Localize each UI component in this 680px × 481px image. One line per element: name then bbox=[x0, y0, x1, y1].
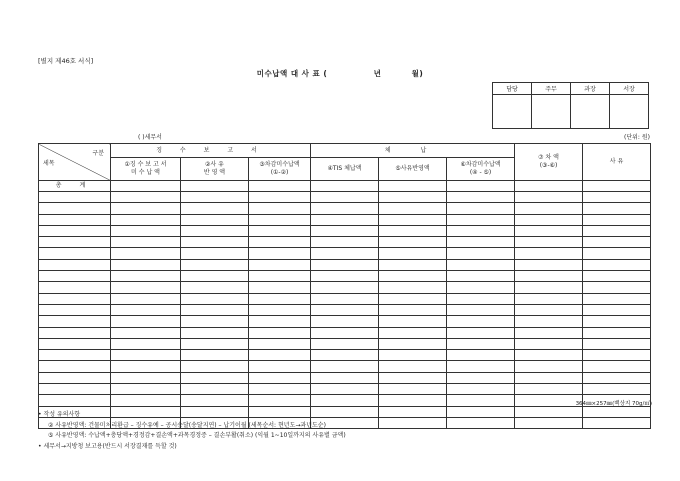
signature-cell[interactable] bbox=[610, 95, 649, 129]
table-cell[interactable] bbox=[311, 316, 379, 327]
table-cell[interactable] bbox=[515, 203, 583, 214]
table-cell[interactable] bbox=[583, 417, 651, 428]
table-cell[interactable] bbox=[447, 259, 515, 270]
table-cell[interactable] bbox=[583, 282, 651, 293]
table-row bbox=[39, 192, 651, 203]
table-cell[interactable] bbox=[311, 293, 379, 304]
table-cell[interactable] bbox=[249, 384, 311, 395]
title-month: 월) bbox=[411, 69, 424, 78]
table-cell[interactable] bbox=[111, 237, 181, 248]
table-cell[interactable] bbox=[583, 304, 651, 315]
table-cell[interactable] bbox=[249, 225, 311, 236]
table-cell[interactable] bbox=[39, 214, 111, 225]
table-row bbox=[39, 271, 651, 282]
table-cell[interactable] bbox=[111, 271, 181, 282]
table-cell[interactable] bbox=[311, 237, 379, 248]
total-row bbox=[39, 181, 651, 192]
corner-tax-item: 세목 bbox=[43, 160, 55, 167]
table-cell[interactable] bbox=[111, 225, 181, 236]
signature-cell[interactable] bbox=[571, 95, 610, 129]
table-row bbox=[39, 304, 651, 315]
table-cell[interactable] bbox=[249, 192, 311, 203]
table-cell[interactable] bbox=[39, 259, 111, 270]
table-cell[interactable] bbox=[379, 327, 447, 338]
table-cell[interactable] bbox=[515, 259, 583, 270]
table-cell[interactable] bbox=[39, 384, 111, 395]
table-cell[interactable] bbox=[447, 214, 515, 225]
table-cell[interactable] bbox=[515, 372, 583, 383]
table-cell[interactable] bbox=[311, 225, 379, 236]
table-row bbox=[39, 248, 651, 259]
approval-role-staff: 담당 bbox=[493, 83, 532, 95]
form-number-label: [별지 제46호 서식] bbox=[38, 57, 94, 65]
table-cell[interactable] bbox=[583, 406, 651, 417]
col-reason: 사 유 bbox=[583, 144, 651, 181]
table-cell[interactable] bbox=[379, 316, 447, 327]
approval-role-director: 서장 bbox=[610, 83, 649, 95]
table-cell[interactable] bbox=[515, 361, 583, 372]
table-cell[interactable] bbox=[181, 304, 249, 315]
table-cell[interactable] bbox=[111, 181, 181, 192]
note-item-5: ⑤ 사유반영액: 수납액+충당액+경정감+결손액+과목경정증 – 결손부활(취소) (익월 1~10일까지의 사유별 금액) bbox=[48, 432, 346, 439]
table-cell[interactable] bbox=[249, 304, 311, 315]
table-cell[interactable] bbox=[249, 214, 311, 225]
table-cell[interactable] bbox=[111, 259, 181, 270]
unit-label: (단위: 원) bbox=[624, 134, 650, 141]
table-cell[interactable] bbox=[249, 395, 311, 406]
table-cell[interactable] bbox=[39, 248, 111, 259]
table-cell[interactable] bbox=[311, 259, 379, 270]
table-cell[interactable] bbox=[447, 338, 515, 349]
table-cell[interactable] bbox=[181, 384, 249, 395]
signature-cell[interactable] bbox=[532, 95, 571, 129]
table-cell[interactable] bbox=[249, 203, 311, 214]
table-cell[interactable] bbox=[249, 271, 311, 282]
table-cell[interactable] bbox=[311, 338, 379, 349]
table-cell[interactable] bbox=[447, 271, 515, 282]
corner-category: 구분 bbox=[92, 150, 104, 157]
table-cell[interactable] bbox=[583, 350, 651, 361]
table-cell[interactable] bbox=[379, 214, 447, 225]
table-cell[interactable] bbox=[249, 372, 311, 383]
notes-footer: • 세무서→지방청 보고용(반드시 서장결재를 득할 것) bbox=[38, 442, 177, 450]
table-cell[interactable] bbox=[515, 225, 583, 236]
table-row bbox=[39, 259, 651, 270]
table-cell[interactable] bbox=[583, 327, 651, 338]
table-cell[interactable] bbox=[515, 406, 583, 417]
table-row bbox=[39, 214, 651, 225]
table-cell[interactable] bbox=[181, 395, 249, 406]
table-cell[interactable] bbox=[379, 237, 447, 248]
table-cell[interactable] bbox=[583, 237, 651, 248]
table-cell[interactable] bbox=[311, 372, 379, 383]
table-cell[interactable] bbox=[583, 361, 651, 372]
table-cell[interactable] bbox=[39, 271, 111, 282]
table-cell[interactable] bbox=[311, 248, 379, 259]
table-cell[interactable] bbox=[515, 417, 583, 428]
table-cell[interactable] bbox=[111, 192, 181, 203]
corner-header bbox=[39, 144, 111, 181]
table-cell[interactable] bbox=[515, 271, 583, 282]
table-cell[interactable] bbox=[583, 181, 651, 192]
table-cell[interactable] bbox=[181, 282, 249, 293]
table-cell[interactable] bbox=[111, 338, 181, 349]
table-cell[interactable] bbox=[111, 384, 181, 395]
table-cell[interactable] bbox=[39, 395, 111, 406]
table-cell[interactable] bbox=[111, 372, 181, 383]
table-cell[interactable] bbox=[583, 271, 651, 282]
table-cell[interactable] bbox=[181, 259, 249, 270]
table-cell[interactable] bbox=[379, 181, 447, 192]
table-cell[interactable] bbox=[39, 304, 111, 315]
table-cell[interactable] bbox=[379, 203, 447, 214]
table-cell[interactable] bbox=[249, 350, 311, 361]
table-cell[interactable] bbox=[447, 350, 515, 361]
table-cell[interactable] bbox=[39, 293, 111, 304]
table-cell[interactable] bbox=[515, 237, 583, 248]
table-cell[interactable] bbox=[583, 248, 651, 259]
table-cell[interactable] bbox=[111, 350, 181, 361]
table-cell[interactable] bbox=[181, 237, 249, 248]
table-cell[interactable] bbox=[111, 203, 181, 214]
table-cell[interactable] bbox=[379, 192, 447, 203]
table-cell[interactable] bbox=[447, 417, 515, 428]
table-cell[interactable] bbox=[111, 282, 181, 293]
table-cell[interactable] bbox=[311, 304, 379, 315]
table-cell[interactable] bbox=[447, 237, 515, 248]
instructions bbox=[38, 410, 346, 452]
table-cell[interactable] bbox=[583, 203, 651, 214]
table-cell[interactable] bbox=[311, 350, 379, 361]
table-cell[interactable] bbox=[181, 192, 249, 203]
table-row bbox=[39, 327, 651, 338]
table-cell[interactable] bbox=[379, 395, 447, 406]
table-cell[interactable] bbox=[249, 338, 311, 349]
group-collection-report: 징 수 보 고 서 bbox=[111, 144, 311, 158]
table-row bbox=[39, 395, 651, 406]
table-cell[interactable] bbox=[447, 192, 515, 203]
table-cell[interactable] bbox=[249, 237, 311, 248]
table-cell[interactable] bbox=[379, 361, 447, 372]
table-cell[interactable] bbox=[583, 316, 651, 327]
table-cell[interactable] bbox=[583, 372, 651, 383]
table-cell[interactable] bbox=[39, 237, 111, 248]
table-cell[interactable] bbox=[447, 406, 515, 417]
table-cell[interactable] bbox=[515, 181, 583, 192]
table-cell[interactable] bbox=[181, 214, 249, 225]
notes-heading: • 작성 유의사항 bbox=[38, 411, 81, 418]
table-cell[interactable] bbox=[249, 327, 311, 338]
table-cell[interactable] bbox=[515, 395, 583, 406]
table-cell[interactable] bbox=[515, 304, 583, 315]
approval-role-officer: 주무 bbox=[532, 83, 571, 95]
table-cell[interactable] bbox=[515, 384, 583, 395]
col-report-unpaid: ①징 수 보 고 서 미 수 납 액 bbox=[111, 158, 181, 181]
table-cell[interactable] bbox=[249, 181, 311, 192]
table-cell[interactable] bbox=[181, 338, 249, 349]
table-cell[interactable] bbox=[515, 327, 583, 338]
table-cell[interactable] bbox=[39, 316, 111, 327]
total-label: 총 계 bbox=[39, 181, 111, 192]
form-title bbox=[0, 68, 680, 79]
tax-office-label: ( )세무서 bbox=[138, 134, 162, 141]
table-cell[interactable] bbox=[447, 361, 515, 372]
col-net-unpaid-a: ③차감미수납액 (①-②) bbox=[249, 158, 311, 181]
table-cell[interactable] bbox=[583, 293, 651, 304]
table-cell[interactable] bbox=[583, 384, 651, 395]
table-cell[interactable] bbox=[39, 203, 111, 214]
table-row bbox=[39, 338, 651, 349]
table-cell[interactable] bbox=[181, 350, 249, 361]
table-cell[interactable] bbox=[379, 350, 447, 361]
table-cell[interactable] bbox=[379, 271, 447, 282]
table-cell[interactable] bbox=[111, 248, 181, 259]
table-cell[interactable] bbox=[181, 271, 249, 282]
col-tis-arrears: ④TIS 체납액 bbox=[311, 158, 379, 181]
table-cell[interactable] bbox=[249, 248, 311, 259]
signature-cell[interactable] bbox=[493, 95, 532, 129]
reconciliation-table bbox=[38, 143, 651, 429]
title-year: 년 bbox=[373, 69, 382, 78]
table-cell[interactable] bbox=[111, 395, 181, 406]
table-cell[interactable] bbox=[249, 293, 311, 304]
table-cell[interactable] bbox=[181, 225, 249, 236]
table-cell[interactable] bbox=[583, 225, 651, 236]
table-cell[interactable] bbox=[311, 395, 379, 406]
table-cell[interactable] bbox=[311, 384, 379, 395]
table-cell[interactable] bbox=[311, 282, 379, 293]
table-cell[interactable] bbox=[181, 203, 249, 214]
table-cell[interactable] bbox=[249, 259, 311, 270]
table-cell[interactable] bbox=[311, 203, 379, 214]
table-cell[interactable] bbox=[111, 304, 181, 315]
table-row bbox=[39, 293, 651, 304]
table-cell[interactable] bbox=[583, 214, 651, 225]
title-main: 미수납액 대 사 표 ( bbox=[256, 69, 328, 78]
table-cell[interactable] bbox=[111, 214, 181, 225]
col-reason-reflected: ②사 유 반 영 액 bbox=[181, 158, 249, 181]
table-cell[interactable] bbox=[379, 384, 447, 395]
table-cell[interactable] bbox=[181, 361, 249, 372]
table-cell[interactable] bbox=[447, 248, 515, 259]
table-cell[interactable] bbox=[583, 259, 651, 270]
table-cell[interactable] bbox=[39, 361, 111, 372]
table-row bbox=[39, 225, 651, 236]
table-cell[interactable] bbox=[249, 316, 311, 327]
table-cell[interactable] bbox=[447, 282, 515, 293]
table-cell[interactable] bbox=[379, 372, 447, 383]
table-cell[interactable] bbox=[515, 338, 583, 349]
table-cell[interactable] bbox=[311, 214, 379, 225]
table-cell[interactable] bbox=[379, 417, 447, 428]
table-cell[interactable] bbox=[379, 304, 447, 315]
table-cell[interactable] bbox=[583, 338, 651, 349]
table-cell[interactable] bbox=[111, 327, 181, 338]
table-cell[interactable] bbox=[39, 327, 111, 338]
table-cell[interactable] bbox=[447, 395, 515, 406]
table-cell[interactable] bbox=[181, 372, 249, 383]
table-cell[interactable] bbox=[181, 248, 249, 259]
table-cell[interactable] bbox=[39, 372, 111, 383]
table-cell[interactable] bbox=[379, 259, 447, 270]
table-cell[interactable] bbox=[379, 338, 447, 349]
table-cell[interactable] bbox=[447, 304, 515, 315]
table-cell[interactable] bbox=[379, 293, 447, 304]
table-cell[interactable] bbox=[311, 192, 379, 203]
table-cell[interactable] bbox=[181, 316, 249, 327]
table-cell[interactable] bbox=[515, 192, 583, 203]
table-cell[interactable] bbox=[447, 225, 515, 236]
table-cell[interactable] bbox=[249, 361, 311, 372]
table-cell[interactable] bbox=[583, 192, 651, 203]
table-row bbox=[39, 316, 651, 327]
col-net-unpaid-b: ⑥차감미수납액 (④ - ⑤) bbox=[447, 158, 515, 181]
col-reason-reflected-b: ⑤사유반영액 bbox=[379, 158, 447, 181]
table-cell[interactable] bbox=[447, 181, 515, 192]
table-cell[interactable] bbox=[447, 327, 515, 338]
table-cell[interactable] bbox=[111, 316, 181, 327]
table-cell[interactable] bbox=[379, 406, 447, 417]
table-cell[interactable] bbox=[515, 316, 583, 327]
table-cell[interactable] bbox=[447, 203, 515, 214]
table-cell[interactable] bbox=[515, 293, 583, 304]
table-cell[interactable] bbox=[311, 361, 379, 372]
table-cell[interactable] bbox=[249, 282, 311, 293]
table-row bbox=[39, 282, 651, 293]
table-cell[interactable] bbox=[39, 282, 111, 293]
approval-box bbox=[492, 82, 649, 129]
table-cell[interactable] bbox=[181, 327, 249, 338]
table-row bbox=[39, 384, 651, 395]
table-row bbox=[39, 361, 651, 372]
table-cell[interactable] bbox=[515, 282, 583, 293]
table-cell[interactable] bbox=[311, 327, 379, 338]
table-cell[interactable] bbox=[447, 384, 515, 395]
table-cell[interactable] bbox=[181, 181, 249, 192]
note-item-2: ② 사유반영액: 건물미처리환급 – 징수유예 – 공시송달(송달지연) – 납기이월 (세목순서: 현년도→과년도순) bbox=[48, 421, 326, 429]
table-cell[interactable] bbox=[515, 248, 583, 259]
table-cell[interactable] bbox=[39, 350, 111, 361]
table-cell[interactable] bbox=[447, 372, 515, 383]
table-cell[interactable] bbox=[311, 181, 379, 192]
table-cell[interactable] bbox=[447, 293, 515, 304]
group-arrears: 체 납 bbox=[311, 144, 515, 158]
table-cell[interactable] bbox=[39, 338, 111, 349]
table-row bbox=[39, 350, 651, 361]
table-cell[interactable] bbox=[111, 361, 181, 372]
table-cell[interactable] bbox=[379, 248, 447, 259]
table-cell[interactable] bbox=[379, 225, 447, 236]
table-cell[interactable] bbox=[311, 271, 379, 282]
table-cell[interactable] bbox=[515, 350, 583, 361]
table-cell[interactable] bbox=[515, 214, 583, 225]
table-cell[interactable] bbox=[39, 225, 111, 236]
table-row bbox=[39, 372, 651, 383]
table-cell[interactable] bbox=[39, 192, 111, 203]
approval-role-chief: 과장 bbox=[571, 83, 610, 95]
table-cell[interactable] bbox=[111, 293, 181, 304]
table-cell[interactable] bbox=[447, 316, 515, 327]
table-cell[interactable] bbox=[181, 293, 249, 304]
paper-spec: 364㎜×257㎜(백상지 70g/㎡) bbox=[575, 401, 652, 407]
table-row bbox=[39, 203, 651, 214]
table-cell[interactable] bbox=[379, 282, 447, 293]
col-difference: ⑦ 차 액 (③-⑥) bbox=[515, 144, 583, 181]
table-row bbox=[39, 237, 651, 248]
